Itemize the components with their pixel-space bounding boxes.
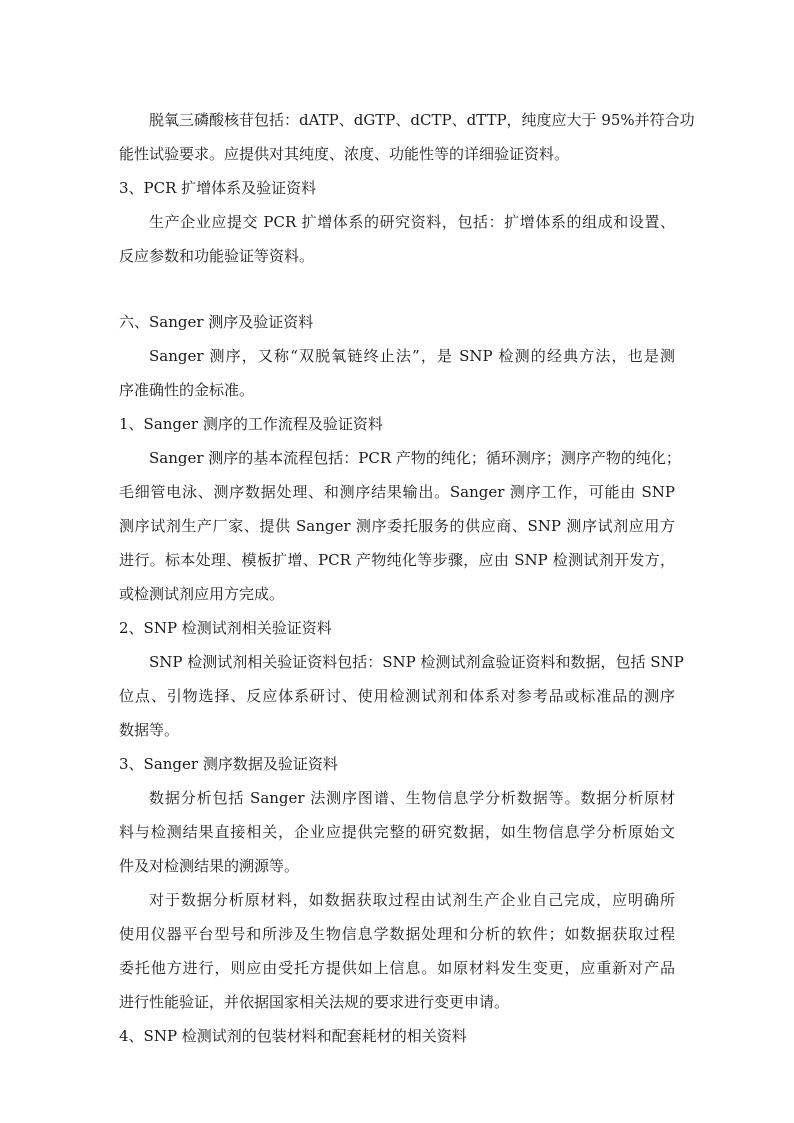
paragraph-line: 能性试验要求。应提供对其纯度、浓度、功能性等的详细验证资料。 — [119, 145, 570, 163]
paragraph-line: 生产企业应提交 PCR 扩增体系的研究资料，包括：扩增体系的组成和设置、 — [149, 213, 675, 231]
paragraph-line: SNP 检测试剂相关验证资料包括：SNP 检测试剂盒验证资料和数据，包括 SNP — [149, 653, 684, 671]
subheading: 3、Sanger 测序数据及验证资料 — [119, 755, 338, 773]
document-body — [119, 103, 695, 1053]
paragraph-line: Sanger 测序，又称“双脱氧链终止法”，是 SNP 检测的经典方法，也是测 — [149, 347, 675, 365]
paragraph-line: Sanger 测序的基本流程包括：PCR 产物的纯化；循环测序；测序产物的纯化； — [149, 449, 681, 467]
paragraph-line: 委托他方进行，则应由受托方提供如上信息。如原材料发生变更，应重新对产品 — [119, 959, 675, 977]
paragraph-line: 测序试剂生产厂家、提供 Sanger 测序委托服务的供应商、SNP 测序试剂应用方 — [119, 517, 675, 535]
subheading: 4、SNP 检测试剂的包装材料和配套耗材的相关资料 — [119, 1027, 467, 1045]
blank-spacer — [119, 273, 675, 305]
section-heading: 六、Sanger 测序及验证资料 — [119, 313, 314, 331]
paragraph-line: 对于数据分析原材料，如数据获取过程由试剂生产企业自己完成，应明确所 — [149, 891, 675, 909]
paragraph-line: 数据分析包括 Sanger 法测序图谱、生物信息学分析数据等。数据分析原材 — [149, 789, 675, 807]
paragraph-line: 进行性能验证，并依据国家相关法规的要求进行变更申请。 — [119, 993, 510, 1011]
paragraph-line: 件及对检测结果的溯源等。 — [119, 857, 300, 875]
paragraph-line: 数据等。 — [119, 721, 180, 739]
paragraph-line: 反应参数和功能验证等资料。 — [119, 247, 315, 265]
paragraph-line: 序准确性的金标准。 — [119, 381, 255, 399]
paragraph-line: 进行。标本处理、模板扩增、PCR 产物纯化等步骤，应由 SNP 检测试剂开发方， — [119, 551, 675, 569]
subheading: 1、Sanger 测序的工作流程及验证资料 — [119, 415, 383, 433]
paragraph-line: 位点、引物选择、反应体系研讨、使用检测试剂和体系对参考品或标准品的测序 — [119, 687, 675, 705]
paragraph-line: 使用仪器平台型号和所涉及生物信息学数据处理和分析的软件；如数据获取过程 — [119, 925, 675, 943]
paragraph-line: 料与检测结果直接相关，企业应提供完整的研究数据，如生物信息学分析原始文 — [119, 823, 675, 841]
paragraph-line: 毛细管电泳、测序数据处理、和测序结果输出。Sanger 测序工作，可能由 SNP — [119, 483, 675, 501]
paragraph-line: 脱氧三磷酸核苷包括：dATP、dGTP、dCTP、dTTP，纯度应大于 95%并符合功 — [149, 111, 695, 129]
subheading: 2、SNP 检测试剂相关验证资料 — [119, 619, 332, 637]
paragraph-line: 或检测试剂应用方完成。 — [119, 585, 285, 603]
subheading: 3、PCR 扩增体系及验证资料 — [119, 179, 317, 197]
